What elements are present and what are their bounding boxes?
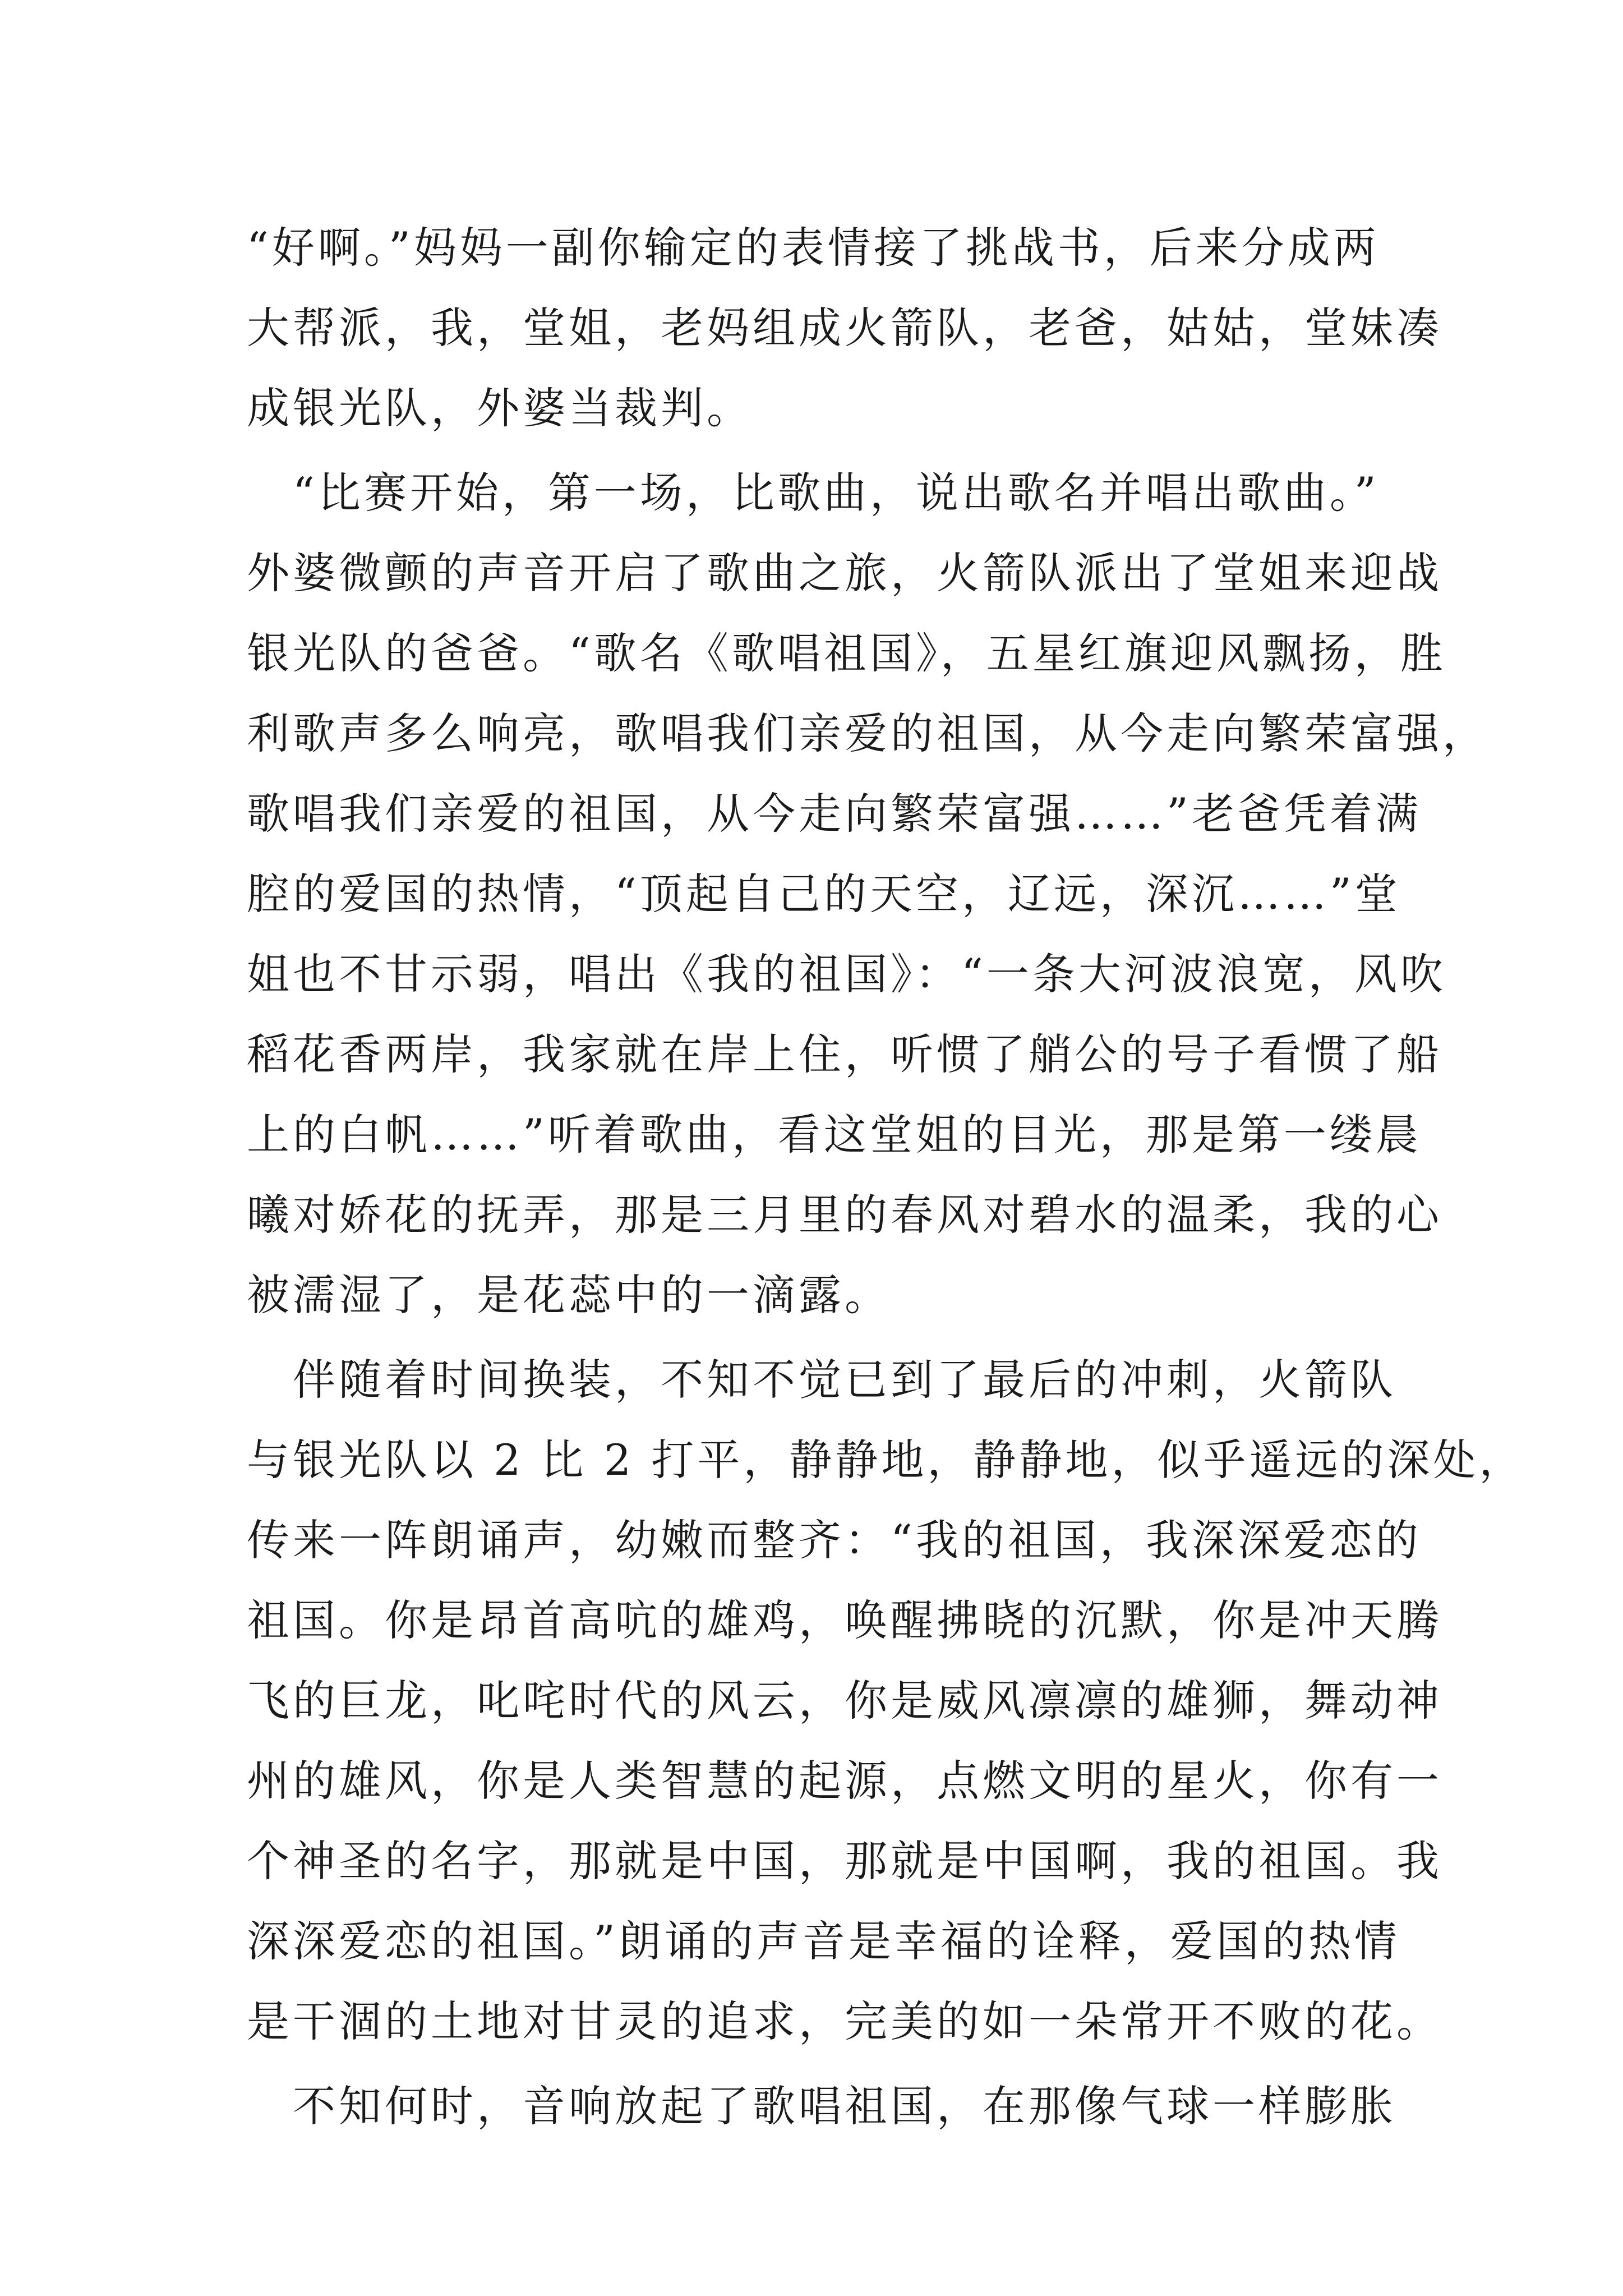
text-line: 成银光队，外婆当裁判。 — [247, 383, 753, 433]
text-line: 上的白帆……”听着歌曲，看这堂姐的目光，那是第一缕晨 — [247, 1110, 1422, 1159]
text-line: 稻花香两岸，我家就在岸上住，听惯了艄公的号子看惯了船 — [247, 1029, 1442, 1079]
text-line: 大帮派，我，堂姐，老妈组成火箭队，老爸，姑姑，堂妹凑 — [247, 303, 1442, 353]
text-line: 飞的巨龙，叱咤时代的风云，你是威风凛凛的雄狮，舞动神 — [247, 1676, 1442, 1726]
text-line: 曦对娇花的抚弄，那是三月里的春风对碧水的温柔，我的心 — [247, 1190, 1442, 1240]
text-line: “比赛开始，第一场，比歌曲，说出歌名并唱出歌曲。” — [247, 468, 1380, 518]
text-line: 深深爱恋的祖国。”朗诵的声音是幸福的诠释，爱国的热情 — [247, 1916, 1400, 1966]
text-line: 利歌声多么响亮，歌唱我们亲爱的祖国，从今走向繁荣富强， — [247, 708, 1488, 758]
text-line: 银光队的爸爸。“歌名《歌唱祖国》，五星红旗迎风飘扬，胜 — [247, 628, 1446, 678]
text-line: 祖国。你是昂首高吭的雄鸡，唤醒拂晓的沉默，你是冲天腾 — [247, 1595, 1442, 1645]
text-line: “好啊。”妈妈一副你输定的表情接了挑战书，后来分成两 — [247, 223, 1380, 273]
text-line: 腔的爱国的热情，“顶起自己的天空，辽远，深沉……”堂 — [247, 869, 1401, 919]
text-line: 不知何时，音响放起了歌唱祖国，在那像气球一样膨胀 — [247, 2081, 1396, 2131]
text-line: 伴随着时间换装，不知不觉已到了最后的冲刺，火箭队 — [247, 1355, 1396, 1405]
text-line: 外婆微颤的声音开启了歌曲之旅，火箭队派出了堂姐来迎战 — [247, 548, 1442, 598]
text-line: 与银光队以 2 比 2 打平，静静地，静静地，似乎遥远的深处， — [247, 1435, 1525, 1485]
body-text — [247, 208, 1525, 2146]
text-line: 州的雄风，你是人类智慧的起源，点燃文明的星火，你有一 — [247, 1756, 1442, 1806]
text-line: 歌唱我们亲爱的祖国，从今走向繁荣富强……”老爸凭着满 — [247, 789, 1422, 839]
text-line: 姐也不甘示弱，唱出《我的祖国》：“一条大河波浪宽，风吹 — [247, 949, 1446, 999]
text-line: 个神圣的名字，那就是中国，那就是中国啊，我的祖国。我 — [247, 1836, 1442, 1886]
text-line: 被濡湿了，是花蕊中的一滴露。 — [247, 1270, 891, 1320]
text-line: 是干涸的土地对甘灵的追求，完美的如一朵常开不败的花。 — [247, 1996, 1442, 2046]
text-line: 传来一阵朗诵声，幼嫩而整齐：“我的祖国，我深深爱恋的 — [247, 1515, 1422, 1565]
